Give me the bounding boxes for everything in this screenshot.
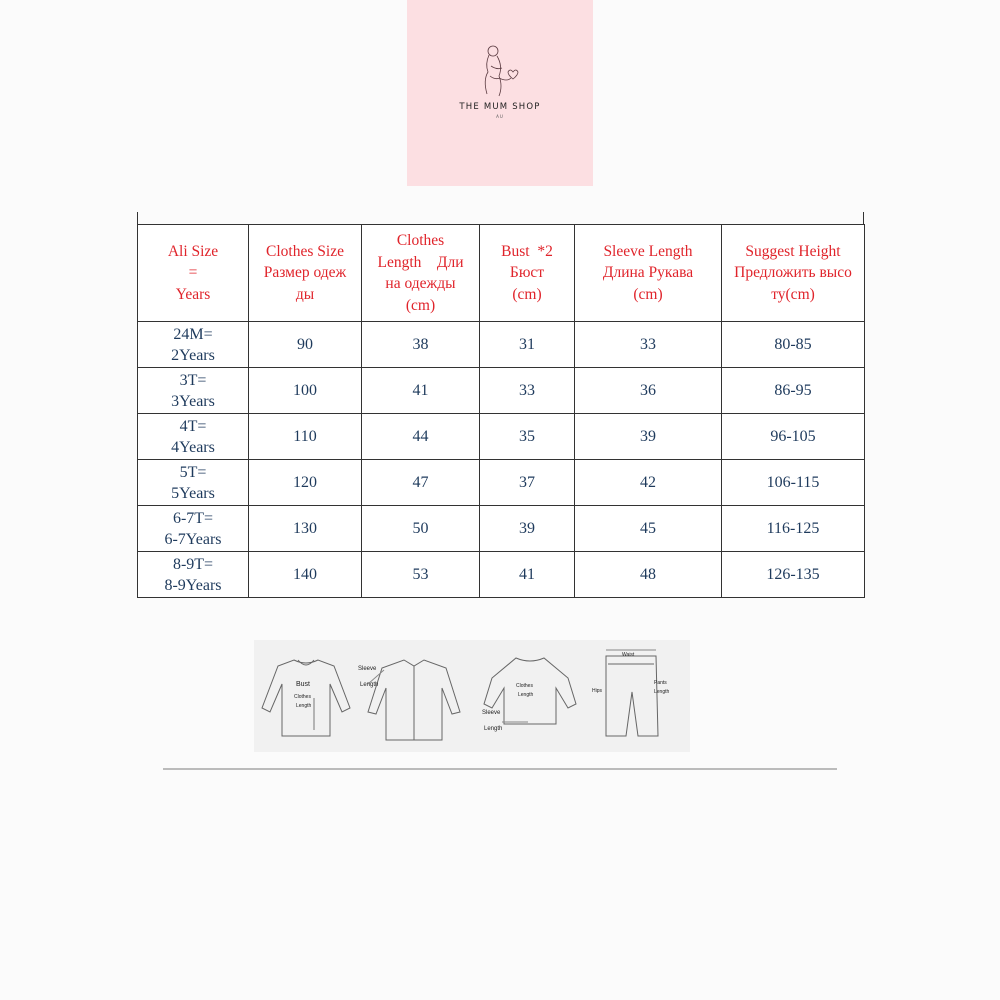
cell-clothes-size: 140 xyxy=(249,552,362,598)
cell-sleeve-length: 48 xyxy=(575,552,722,598)
header-sleeve-length: Sleeve Length Длина Рукава (cm) xyxy=(575,225,722,322)
fig4-length-label: Length xyxy=(654,689,670,695)
header-suggest-height: Suggest Height Предложить высо ту(cm) xyxy=(722,225,865,322)
cell-ali-size: 8-9T= 8-9Years xyxy=(138,552,249,598)
cell-sleeve-length: 42 xyxy=(575,460,722,506)
size-chart-table xyxy=(137,224,865,598)
header-ali-size: Ali Size = Years xyxy=(138,225,249,322)
cell-sleeve-length: 33 xyxy=(575,322,722,368)
cell-clothes-length: 53 xyxy=(362,552,480,598)
cell-sleeve-length: 39 xyxy=(575,414,722,460)
cell-clothes-length: 44 xyxy=(362,414,480,460)
fig4-pants-label: Pants xyxy=(654,680,667,686)
header-clothes-size: Clothes Size Размер одеж ды xyxy=(249,225,362,322)
cell-sleeve-length: 36 xyxy=(575,368,722,414)
fig1-clothes-label: Clothes xyxy=(294,694,311,700)
pants-icon xyxy=(606,650,658,736)
cell-suggest-height: 116-125 xyxy=(722,506,865,552)
header-bust: Bust *2 Бюст (cm) xyxy=(480,225,575,322)
logo-sub: AU xyxy=(496,114,504,119)
table-header-row xyxy=(138,225,865,322)
measurement-diagram xyxy=(254,640,690,752)
cell-clothes-size: 120 xyxy=(249,460,362,506)
mother-figure-icon xyxy=(475,42,527,100)
header-clothes-length: Clothes Length Дли на одежды (cm) xyxy=(362,225,480,322)
cell-clothes-size: 100 xyxy=(249,368,362,414)
cell-clothes-length: 38 xyxy=(362,322,480,368)
shop-logo xyxy=(407,0,593,186)
cell-clothes-size: 90 xyxy=(249,322,362,368)
shirt-icon xyxy=(368,660,460,740)
cell-clothes-size: 130 xyxy=(249,506,362,552)
fig3-length-label: Length xyxy=(518,692,534,698)
measurement-guide xyxy=(254,640,690,752)
cell-clothes-length: 41 xyxy=(362,368,480,414)
cell-suggest-height: 86-95 xyxy=(722,368,865,414)
table-row xyxy=(138,414,865,460)
fig3-length2-label: Length xyxy=(484,726,503,732)
cell-ali-size: 6-7T= 6-7Years xyxy=(138,506,249,552)
fig4-waist-label: Waist xyxy=(622,652,635,658)
cell-ali-size: 24M= 2Years xyxy=(138,322,249,368)
cell-suggest-height: 126-135 xyxy=(722,552,865,598)
fig1-length-label: Length xyxy=(296,703,312,709)
cell-sleeve-length: 45 xyxy=(575,506,722,552)
logo-name: THE MUM SHOP xyxy=(459,102,541,112)
cell-suggest-height: 96-105 xyxy=(722,414,865,460)
table-top-border xyxy=(137,212,864,224)
cell-bust: 31 xyxy=(480,322,575,368)
table-row xyxy=(138,322,865,368)
cell-clothes-size: 110 xyxy=(249,414,362,460)
fig4-hips-label: Hips xyxy=(592,688,603,694)
cell-bust: 41 xyxy=(480,552,575,598)
cell-ali-size: 4T= 4Years xyxy=(138,414,249,460)
cell-ali-size: 3T= 3Years xyxy=(138,368,249,414)
fig2-sleeve-label: Sleeve xyxy=(358,666,377,672)
cell-bust: 33 xyxy=(480,368,575,414)
fig2-length-label: Length xyxy=(360,682,379,688)
cell-bust: 39 xyxy=(480,506,575,552)
cell-suggest-height: 80-85 xyxy=(722,322,865,368)
table-row xyxy=(138,368,865,414)
table-row xyxy=(138,506,865,552)
fig3-clothes-label: Clothes xyxy=(516,683,533,689)
table-row xyxy=(138,460,865,506)
cell-suggest-height: 106-115 xyxy=(722,460,865,506)
fig3-sleeve-label: Sleeve xyxy=(482,710,501,716)
cell-ali-size: 5T= 5Years xyxy=(138,460,249,506)
cell-clothes-length: 50 xyxy=(362,506,480,552)
table-row xyxy=(138,552,865,598)
bottom-divider xyxy=(163,768,837,770)
cell-bust: 37 xyxy=(480,460,575,506)
cell-bust: 35 xyxy=(480,414,575,460)
fig1-bust-label: Bust xyxy=(296,681,311,688)
cell-clothes-length: 47 xyxy=(362,460,480,506)
